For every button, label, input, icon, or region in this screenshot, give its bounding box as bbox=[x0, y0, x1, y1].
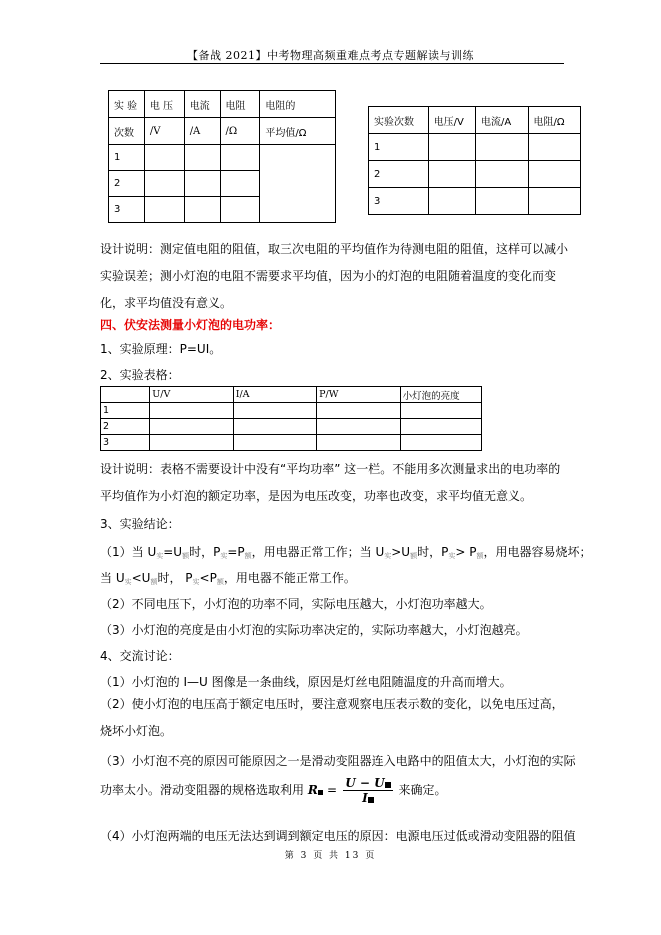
table3-header-voltage: U/V bbox=[150, 387, 233, 403]
table1-header-current-unit: /A bbox=[184, 118, 220, 145]
table1-header-trial-2: 次数 bbox=[109, 118, 145, 145]
page-footer: 第 3 页 共 13 页 bbox=[284, 851, 377, 861]
table3-header-current: I/A bbox=[233, 387, 316, 403]
table-row: 2 bbox=[369, 161, 581, 188]
table-row: 3 bbox=[369, 188, 581, 215]
table2-header-trial: 实验次数 bbox=[369, 107, 429, 134]
table2-header-voltage: 电压/V bbox=[428, 107, 475, 134]
table-row: 2 bbox=[101, 419, 482, 435]
power-table bbox=[100, 386, 482, 451]
rheostat-resistance-formula: R = $\frac{U - U}{I}$ bbox=[308, 776, 395, 805]
discussion-4: （4）小灯泡两端的电压无法达到调到额定电压的原因：电源电压过低或滑动变阻器的阻值 bbox=[100, 829, 576, 843]
header-divider bbox=[100, 63, 564, 64]
resistance-table-lamp bbox=[368, 106, 581, 215]
conclusion-3: （3）小灯泡的亮度是由小灯泡的实际功率决定的，实际功率越大，小灯泡越亮。 bbox=[100, 623, 528, 637]
discussion-3-line-1: （3）小灯泡不亮的原因可能原因之一是滑动变阻器连入电路中的阻值太大，小灯泡的实际 bbox=[100, 754, 576, 768]
table-label-line: 2、实验表格： bbox=[100, 368, 180, 382]
design-note-resistance: 设计说明：测定值电阻的阻值，取三次电阻的平均值作为待测电阻的阻值，这样可以减小实验误差；测小灯泡的电阻不需要求平均值，因为小的灯泡的电阻随着温度的变化而变化，求平均值没有意义。 bbox=[100, 242, 569, 310]
discussion-heading: 4、交流讨论： bbox=[100, 649, 180, 663]
table1-header-trial: 实 验 bbox=[109, 91, 145, 118]
table2-header-resistance: 电阻/Ω bbox=[528, 107, 581, 134]
table-row: 1 bbox=[109, 145, 336, 171]
table1-header-resistance: 电阻 bbox=[220, 91, 260, 118]
section-heading-power: 四、伏安法测量小灯泡的电功率： bbox=[100, 318, 281, 332]
resistance-table-with-average bbox=[108, 90, 336, 223]
table1-header-average: 电阻的 bbox=[260, 91, 336, 118]
principle-line: 1、实验原理：P=UI。 bbox=[100, 342, 222, 356]
discussion-2: （2）使小灯泡的电压高于额定电压时，要注意观察电压表示数的变化，以免电压过高，烧坏小灯泡。 bbox=[100, 697, 564, 738]
table1-header-voltage: 电 压 bbox=[144, 91, 184, 118]
conclusion-1-line-2: 当 $U_实<U_额$时， $P_实<P_额$，用电器不能正常工作。 bbox=[100, 571, 356, 586]
table2-header-current: 电流/A bbox=[476, 107, 528, 134]
table1-header-resistance-unit: /Ω bbox=[220, 118, 260, 145]
table-row: 3 bbox=[109, 197, 336, 223]
conclusion-2: （2）不同电压下，小灯泡的功率不同，实际电压越大，小灯泡功率越大。 bbox=[100, 597, 492, 611]
table-row: 1 bbox=[369, 134, 581, 161]
design-note-power: 设计说明：表格不需要设计中没有“平均功率” 这一栏。不能用多次测量求出的电功率的平均值作为小灯泡的额定功率，是因为电压改变，功率也改变，求平均值无意义。 bbox=[100, 462, 561, 503]
table3-header-brightness: 小灯泡的亮度 bbox=[400, 387, 481, 403]
page-header-title: 【备战 2021】中考物理高频重难点考点专题解读与训练 bbox=[187, 49, 474, 62]
table1-average-cell bbox=[260, 145, 336, 223]
table3-header-power: P/W bbox=[317, 387, 400, 403]
table1-header-voltage-unit: /V bbox=[144, 118, 184, 145]
table1-header-average-unit: 平均值/Ω bbox=[260, 118, 336, 145]
discussion-3-line-2: 功率太小。滑动变阻器的规格选取利用 R = $\frac{U - U}{I}$ 来确定。 bbox=[100, 776, 447, 805]
table1-header-current: 电流 bbox=[184, 91, 220, 118]
table-row: 2 bbox=[109, 171, 336, 197]
table-row: 3 bbox=[101, 435, 482, 451]
table-row: 1 bbox=[101, 403, 482, 419]
conclusion-heading: 3、实验结论： bbox=[100, 517, 180, 531]
conclusion-1-line-1: （1）当 $U_实=U_额$时，$P_实=P_额$，用电器正常工作；当 $U_实>U_额$时，$P_实> P_额$，用电器容易烧坏； bbox=[100, 545, 592, 560]
discussion-1: （1）小灯泡的 I—U 图像是一条曲线，原因是灯丝电阻随温度的升高而增大。 bbox=[100, 675, 512, 689]
